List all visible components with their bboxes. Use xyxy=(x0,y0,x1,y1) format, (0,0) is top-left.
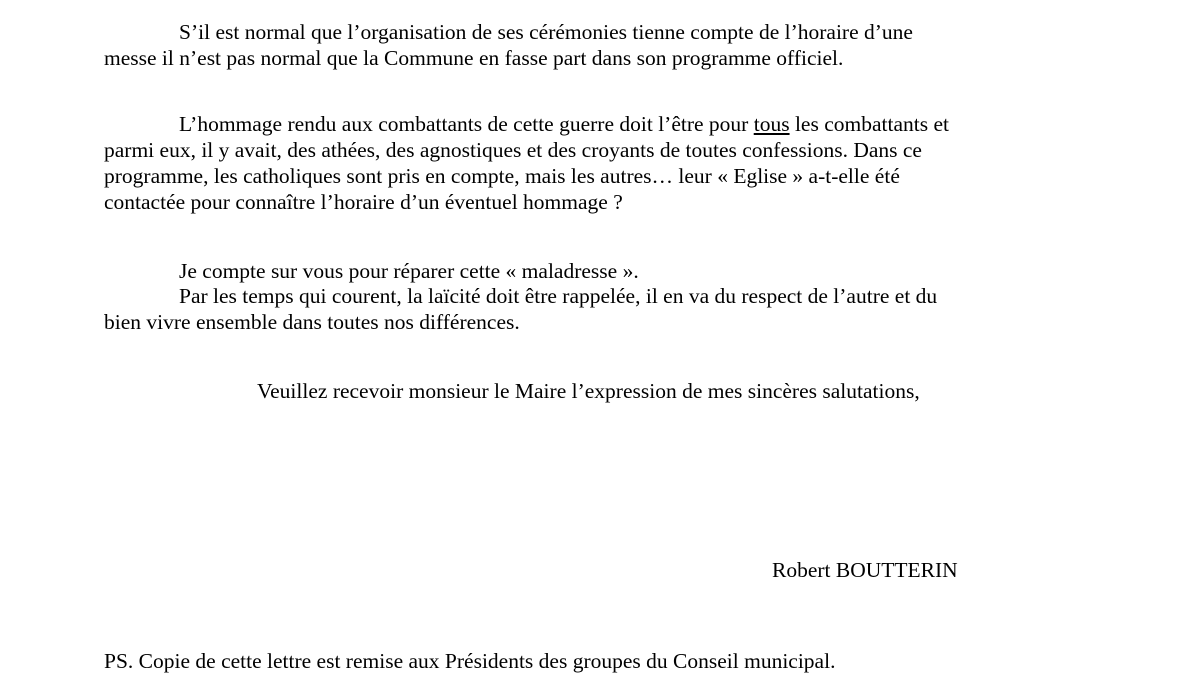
paragraph-line: parmi eux, il y avait, des athées, des agnostiques et des croyants de toutes confessions. Dans ce xyxy=(104,138,922,162)
closing-salutation: Veuillez recevoir monsieur le Maire l’expression de mes sincères salutations, xyxy=(257,379,920,403)
paragraph-homage xyxy=(104,111,1114,215)
text-segment: les combattants et xyxy=(789,112,949,136)
paragraph-line: Je compte sur vous pour réparer cette « maladresse ». xyxy=(179,259,639,283)
signature-name: Robert BOUTTERIN xyxy=(772,558,958,582)
underlined-word: tous xyxy=(753,112,790,136)
paragraph-line: S’il est normal que l’organisation de ses cérémonies tienne compte de l’horaire d’une xyxy=(179,20,913,44)
paragraph-line xyxy=(104,111,1114,137)
text-segment: L’hommage rendu aux combattants de cette guerre doit l’être pour xyxy=(179,112,754,136)
paragraph-line: messe il n’est pas normal que la Commune en fasse part dans son programme officiel. xyxy=(104,46,844,70)
paragraph-ceremony-schedule xyxy=(104,19,1114,71)
postscript: PS. Copie de cette lettre est remise aux Présidents des groupes du Conseil municipal. xyxy=(104,649,836,673)
paragraph-line: programme, les catholiques sont pris en compte, mais les autres… leur « Eglise » a-t-elle été xyxy=(104,164,900,188)
paragraph-line: Par les temps qui courent, la laïcité doit être rappelée, il en va du respect de l’autre et du xyxy=(179,284,938,308)
paragraph-line: contactée pour connaître l’horaire d’un éventuel hommage ? xyxy=(104,190,623,214)
paragraph-secularism xyxy=(104,283,1114,335)
paragraph-request xyxy=(104,258,1114,284)
paragraph-line: bien vivre ensemble dans toutes nos différences. xyxy=(104,310,520,334)
